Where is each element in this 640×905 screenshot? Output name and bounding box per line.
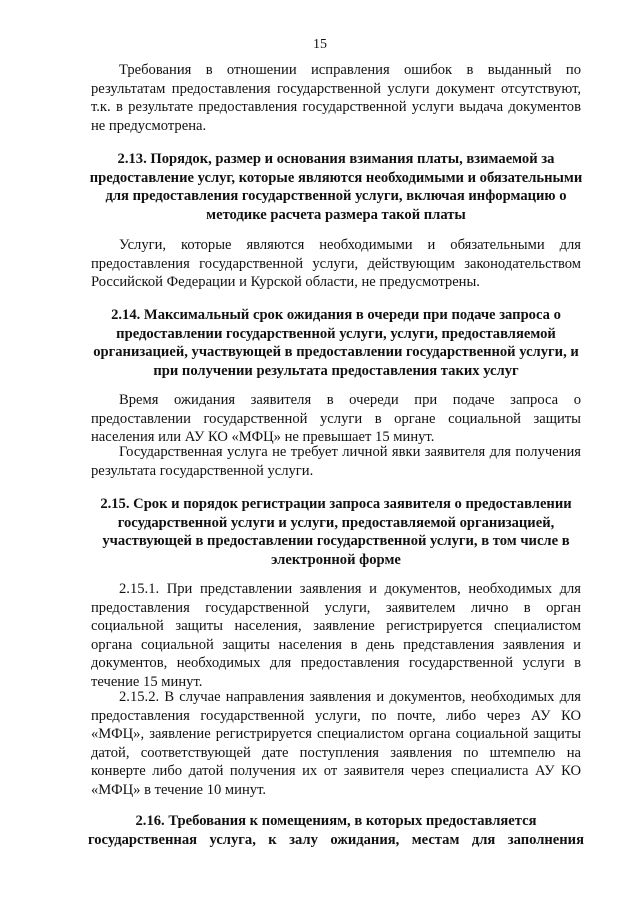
paragraph-2-15-2: 2.15.2. В случае направления заявления и документов, необходимых для предоставления государственной услуги, по почте, либо через АУ КО «МФЦ», заявление регистрируется специалистом органа социальной защиты датой, соответствующей дате поступления заявления по штемпелю на конверте либо датой получения их от заявителя через специалиста АУ КО «МФЦ» в течение 10 минут.	[91, 689, 581, 798]
heading-2-15: 2.15. Срок и порядок регистрации запроса заявителя о предоставлении государственной услуги и услуги, предоставляемой организацией, участвующей в предоставлении государственной услуги, в том числе в электронной форме	[100, 496, 572, 568]
paragraph-2-15-1: 2.15.1. При представлении заявления и документов, необходимых для предоставления государственной услуги, заявителем лично в орган социальной защиты населения, заявление регистрируется специалистом органа социальной защиты населения в день представления заявления и документов, необходимых для предоставления государственной услуги в течение 15 минут.	[91, 581, 581, 690]
heading-2-14: 2.14. Максимальный срок ожидания в очереди при подаче запроса о предоставлении государственной услуги, услуги, предоставляемой организацией, участвующей в предоставлении государственной услуги, и при получении результата предоставления таких услуг	[93, 307, 579, 379]
paragraph-error-correction: Требования в отношении исправления ошибок в выданный по результатам предоставления государственной услуги документ отсутствуют, т.к. в результате предоставления государственной услуги выдача документов не предусмотрена.	[91, 62, 581, 134]
paragraph-personal-presence: Государственная услуга не требует личной явки заявителя для получения результата государственной услуги.	[91, 444, 581, 479]
heading-2-13: 2.13. Порядок, размер и основания взимания платы, взимаемой за предоставление услуг, которые являются необходимыми и обязательными для предоставления государственной услуги, включая информацию о методике расчета размера такой платы	[89, 151, 583, 223]
paragraph-required-services: Услуги, которые являются необходимыми и обязательными для предоставления государственной услуги, действующим законодательством Российской Федерации и Курской области, не предусмотрены.	[91, 237, 581, 291]
heading-2-16: 2.16. Требования к помещениям, в которых предоставляется государственная услуга, к залу ожидания, местам для заполнения	[88, 813, 584, 848]
page-number: 15	[313, 37, 327, 52]
paragraph-waiting-time: Время ожидания заявителя в очереди при подаче запроса о предоставлении государственной услуги в органе социальной защиты населения или АУ КО «МФЦ» не превышает 15 минут.	[91, 392, 581, 446]
